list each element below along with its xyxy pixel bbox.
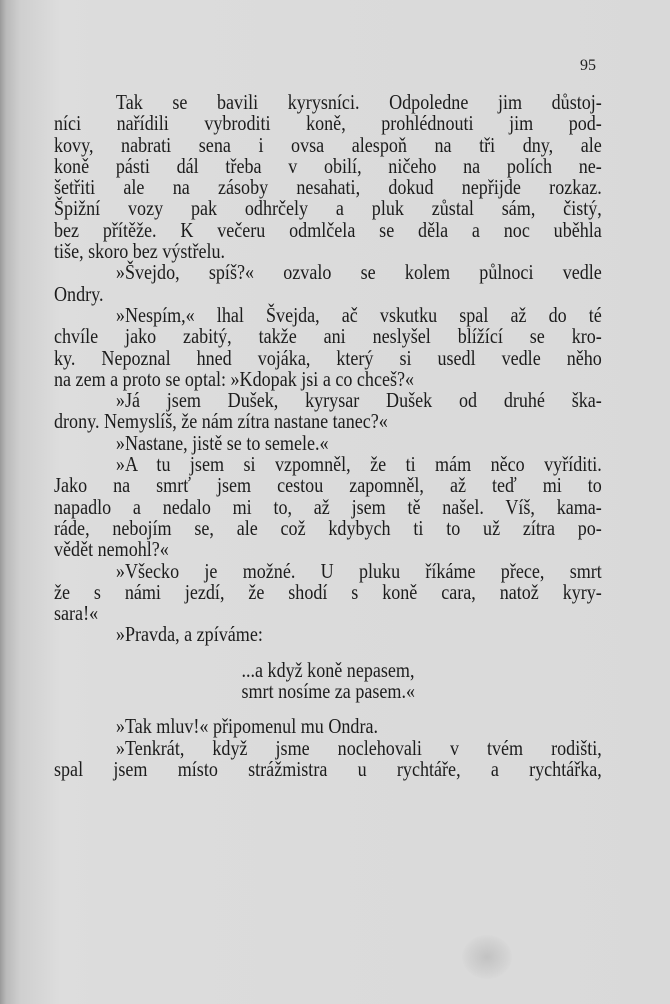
text-line: kovy, nabrati sena i ovsa alespoň na tři dny, ale: [54, 132, 602, 157]
text-line: že s námi jezdí, že shodí s koně cara, natož kyry-: [54, 579, 602, 604]
text-line: šetřiti ale na zásoby nesahati, dokud nepřijde rozkaz.: [54, 175, 602, 200]
text-line: »A tu jsem si vzpomněl, že ti mám něco vyříditi.: [115, 452, 602, 477]
text-line: koně pásti dál třeba v obilí, ničeho na polích ne-: [54, 153, 602, 178]
text-line: na zem a proto se optal: »Kdopak jsi a co chceš?«: [54, 366, 415, 391]
text-line: »Tak mluv!« připomenul mu Ondra.: [115, 714, 378, 739]
page-number: 95: [580, 57, 596, 74]
text-line: bez přítěže. K večeru odmlčela se děla a noc uběhla: [54, 217, 602, 242]
text-line: »Já jsem Dušek, kyrysar Dušek od druhé ška-: [115, 388, 602, 413]
text-line: Jako na smrť jsem cestou zapomněl, až teď mi to: [54, 473, 602, 498]
paper-smudge: [462, 935, 512, 979]
text-line: ky. Nepoznal hned vojáka, který si usedl vedle něho: [54, 345, 602, 370]
text-line: Špižní vozy pak odhrčely a pluk zůstal sám, čistý,: [54, 196, 602, 221]
text-line: Ondry.: [54, 281, 104, 306]
text-line: »Pravda, a zpíváme:: [115, 622, 263, 647]
verse-line: ...a když koně nepasem,: [241, 657, 415, 682]
text-line: níci nařídili vybroditi koně, prohlédnouti jim pod-: [54, 111, 602, 136]
verse-line: smrt nosíme za pasem.«: [241, 679, 416, 704]
text-line: »Nespím,« lhal Švejda, ač vskutku spal až do té: [115, 302, 602, 327]
text-line: »Švejdo, spíš?« ozvalo se kolem půlnoci vedle: [115, 260, 602, 285]
text-line: drony. Nemyslíš, že nám zítra nastane tanec?«: [54, 409, 388, 434]
text-line: »Tenkrát, když jsme noclehovali v tvém rodišti,: [115, 735, 602, 760]
text-line: ráde, nebojím se, ale což kdybych ti to už zítra po-: [54, 515, 602, 540]
text-line: spal jsem místo strážmistra u rychtáře, a rychtářka,: [54, 756, 602, 781]
body-text: [54, 90, 602, 781]
text-line: Tak se bavili kyrysníci. Odpoledne jim důstoj-: [115, 90, 602, 114]
text-line: chvíle jako zabitý, takže ani neslyšel blížící se kro-: [54, 324, 602, 349]
text-line: napadlo a nedalo mi to, až jsem tě našel. Víš, kama-: [54, 494, 602, 519]
text-line: tiše, skoro bez výstřelu.: [54, 239, 226, 264]
text-line: sara!«: [54, 601, 99, 626]
text-line: vědět nemohl?«: [54, 537, 169, 562]
text-line: »Nastane, jistě se to semele.«: [115, 430, 329, 455]
text-line: »Všecko je možné. U pluku říkáme přece, smrt: [115, 558, 602, 583]
